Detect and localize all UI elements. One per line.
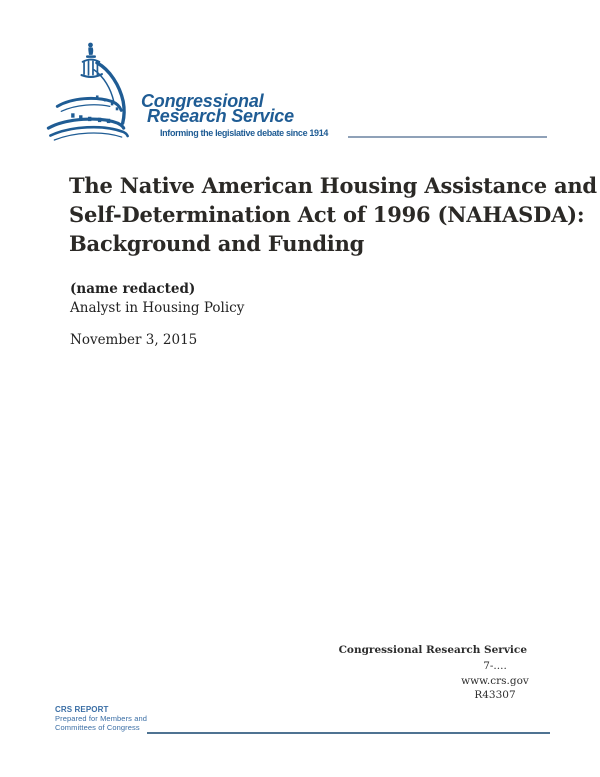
report-title-line3: Background and Funding <box>69 231 365 256</box>
author-name: (name redacted) <box>70 281 196 297</box>
report-title <box>69 171 597 258</box>
author-role: Analyst in Housing Policy <box>70 300 245 316</box>
logo-org-line1: Congressional <box>141 91 264 111</box>
logo-org-line2: Research Service <box>147 105 294 126</box>
author-block <box>70 280 244 350</box>
prepared-for-line1: Prepared for Members and <box>55 714 148 723</box>
header-rule <box>348 136 547 138</box>
footer-org-name: Congressional Research Service <box>338 644 527 656</box>
crs-logo-wordmark <box>141 91 294 126</box>
footer-website: www.crs.gov <box>461 674 529 687</box>
capitol-dome-icon <box>44 40 136 143</box>
footer-contact-block <box>435 659 555 703</box>
prepared-for-line2: Committees of Congress <box>55 723 140 732</box>
report-title-line2: Self-Determination Act of 1996 (NAHASDA): <box>69 202 585 227</box>
footer-left-block <box>55 705 147 732</box>
footer-report-number: R43307 <box>474 689 516 701</box>
footer-phone: 7-.... <box>483 660 507 672</box>
footer-rule <box>147 732 550 734</box>
logo-tagline: Informing the legislative debate since 1914 <box>160 128 329 138</box>
report-date: November 3, 2015 <box>70 332 198 348</box>
crs-report-label: CRS REPORT <box>55 705 109 714</box>
report-title-line1: The Native American Housing Assistance and <box>69 173 597 198</box>
